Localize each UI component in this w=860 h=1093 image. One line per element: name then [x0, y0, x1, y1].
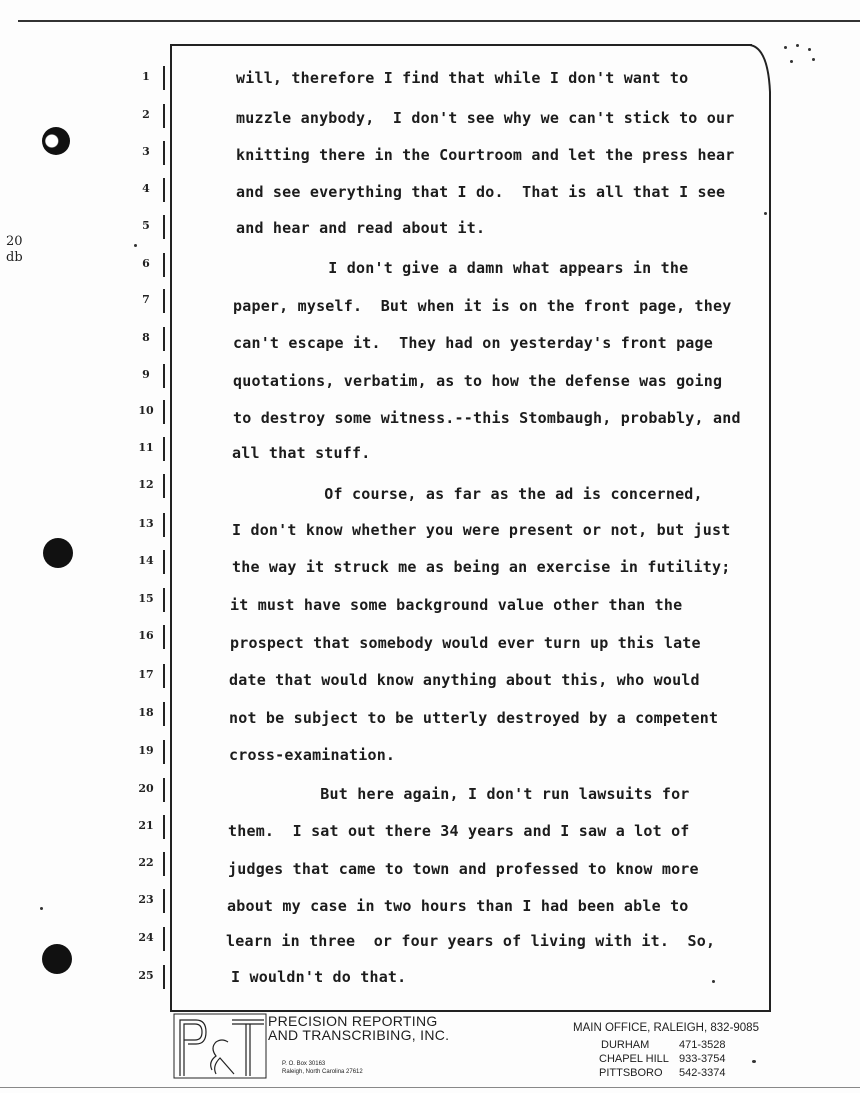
transcript-line: and hear and read about it. [236, 219, 486, 237]
transcript-line: But here again, I don't run lawsuits for [228, 785, 690, 803]
speck [712, 980, 715, 983]
line-tick [163, 215, 165, 239]
line-tick [163, 474, 165, 498]
transcript-line: judges that came to town and professed to know more [228, 860, 699, 878]
line-number: 22 [138, 856, 154, 869]
line-number: 15 [138, 592, 154, 605]
company-name-line1: PRECISION REPORTING [268, 1013, 438, 1029]
line-number: 1 [142, 70, 150, 83]
transcript-line: I wouldn't do that. [231, 968, 407, 986]
line-number: 25 [138, 969, 154, 982]
pt-logo [172, 1012, 268, 1080]
line-number: 4 [142, 182, 150, 195]
line-tick [163, 253, 165, 277]
line-number: 5 [142, 219, 150, 232]
transcript-line: about my case in two hours than I had been able to [227, 897, 689, 915]
transcript-line: the way it struck me as being an exercise in futility; [232, 558, 731, 576]
box-top-border [170, 44, 752, 46]
margin-note-line1: 20 [6, 234, 23, 249]
line-tick [163, 927, 165, 951]
line-tick [163, 400, 165, 424]
speck [40, 907, 43, 910]
box-corner-curl [740, 40, 800, 100]
speck [790, 60, 793, 63]
line-number: 14 [138, 554, 154, 567]
transcript-line: date that would know anything about this, who would [229, 671, 700, 689]
punch-hole-middle [43, 538, 73, 568]
transcript-line: them. I sat out there 34 years and I saw a lot of [228, 822, 690, 840]
line-number: 10 [138, 404, 154, 417]
punch-hole-bottom [42, 944, 72, 974]
line-tick [163, 778, 165, 802]
transcript-line: prospect that somebody would ever turn up this late [230, 634, 701, 652]
office-phone: 933-3754 [679, 1053, 726, 1065]
line-tick [163, 550, 165, 574]
transcript-line: it must have some background value other than the [230, 596, 683, 614]
office-phone: 542-3374 [679, 1067, 726, 1079]
line-tick [163, 66, 165, 90]
transcript-line: paper, myself. But when it is on the front page, they [233, 297, 732, 315]
speck [812, 58, 815, 61]
line-tick [163, 104, 165, 128]
address-line1: P. O. Box 30163 [282, 1061, 326, 1067]
speck [784, 46, 787, 49]
line-tick [163, 625, 165, 649]
transcript-line: muzzle anybody, I don't see why we can't stick to our [236, 109, 735, 127]
line-tick [163, 327, 165, 351]
speck [808, 48, 811, 51]
margin-note-line2: db [6, 250, 23, 265]
speck [752, 1060, 756, 1063]
line-tick [163, 588, 165, 612]
line-tick [163, 815, 165, 839]
transcript-line: I don't know whether you were present or not, but just [232, 521, 731, 539]
line-tick [163, 178, 165, 202]
main-office: MAIN OFFICE, RALEIGH, 832-9085 [573, 1022, 759, 1034]
line-number: 2 [142, 108, 150, 121]
line-number: 8 [142, 331, 150, 344]
line-tick [163, 889, 165, 913]
line-tick [163, 364, 165, 388]
transcript-line: learn in three or four years of living with it. So, [226, 932, 716, 950]
transcript-line: will, therefore I find that while I don't want to [236, 69, 689, 87]
bottom-edge-rule [0, 1087, 860, 1088]
speck [134, 244, 137, 247]
line-number: 20 [138, 782, 154, 795]
line-tick [163, 965, 165, 989]
transcript-line: Of course, as far as the ad is concerned, [232, 485, 703, 503]
line-number: 19 [138, 744, 154, 757]
address-line2: Raleigh, North Carolina 27612 [282, 1069, 363, 1075]
speck [764, 212, 767, 215]
line-number: 12 [138, 478, 154, 491]
office-city: DURHAM [601, 1039, 650, 1051]
box-right-border [769, 92, 771, 1011]
line-tick [163, 437, 165, 461]
transcript-line: cross-examination. [229, 746, 396, 764]
line-tick [163, 141, 165, 165]
line-tick [163, 702, 165, 726]
line-number: 23 [138, 893, 154, 906]
line-tick [163, 740, 165, 764]
office-phone: 471-3528 [679, 1039, 726, 1051]
line-number: 7 [142, 293, 150, 306]
transcript-line: knitting there in the Courtroom and let the press hear [236, 146, 735, 164]
transcript-line: all that stuff. [232, 444, 371, 462]
box-left-border [170, 44, 172, 1011]
line-tick [163, 289, 165, 313]
line-tick [163, 852, 165, 876]
transcript-line: not be subject to be utterly destroyed by a competent [229, 709, 719, 727]
line-number: 21 [138, 819, 154, 832]
line-tick [163, 513, 165, 537]
margin-note [6, 234, 23, 266]
transcript-line: quotations, verbatim, as to how the defense was going [233, 372, 723, 390]
line-number: 3 [142, 145, 150, 158]
line-number: 16 [138, 629, 154, 642]
line-number: 9 [142, 368, 150, 381]
line-number: 6 [142, 257, 150, 270]
punch-hole-top [42, 127, 70, 155]
line-number: 17 [138, 668, 154, 681]
transcript-line: can't escape it. They had on yesterday's front page [233, 334, 713, 352]
transcript-line: to destroy some witness.--this Stombaugh, probably, and [233, 409, 741, 427]
line-number: 13 [138, 517, 154, 530]
line-number: 11 [138, 441, 154, 454]
top-rule [18, 20, 860, 22]
company-name-line2: AND TRANSCRIBING, INC. [268, 1027, 450, 1043]
line-tick [163, 664, 165, 688]
office-city: PITTSBORO [599, 1067, 663, 1079]
line-number: 18 [138, 706, 154, 719]
transcript-line: I don't give a damn what appears in the [236, 259, 689, 277]
transcript-line: and see everything that I do. That is all that I see [236, 183, 726, 201]
line-number: 24 [138, 931, 154, 944]
office-city: CHAPEL HILL [599, 1053, 669, 1065]
speck [796, 44, 799, 47]
